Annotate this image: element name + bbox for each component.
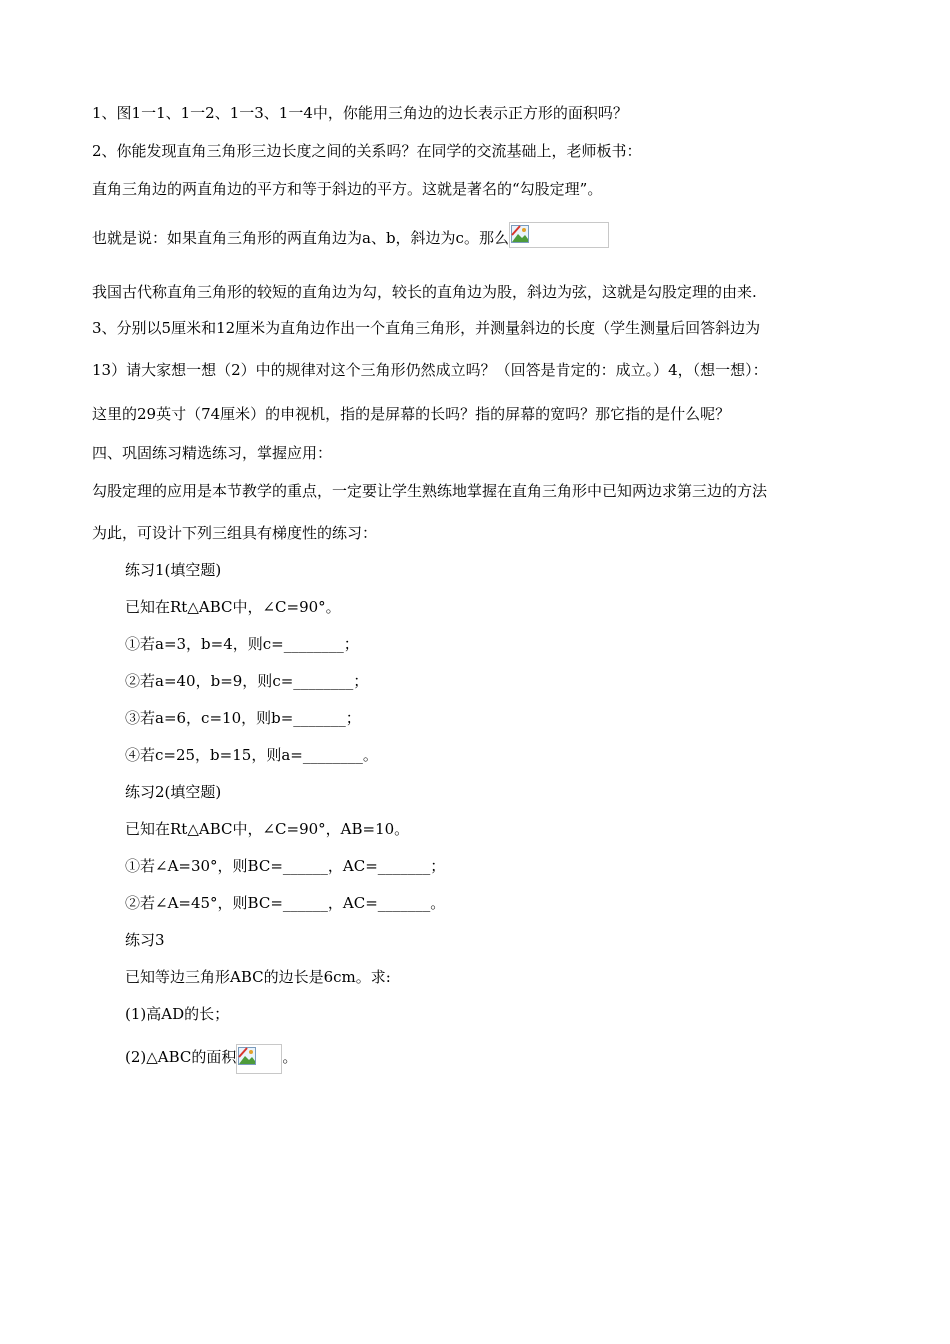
practice-1-item-2: ②若a=40，b=9，则c=________； — [125, 672, 369, 690]
practice-3-item-1: (1)高AD的长； — [125, 1005, 230, 1023]
practice-1-given: 已知在Rt△ABC中，∠C=90°。 — [125, 598, 341, 616]
question-1: 1、图1一1、1一2、1一3、1一4中，你能用三角边的边长表示正方形的面积吗？ — [92, 104, 628, 122]
practice-3-item-2-text: (2)△ABC的面积 — [125, 1048, 237, 1066]
question-3: 3、分别以5厘米和12厘米为直角边作出一个直角三角形，并测量斜边的长度（学生测量后回答斜边为 — [92, 319, 761, 337]
practice-1-item-3: ③若a=6，c=10，则b=_______； — [125, 709, 361, 727]
practice-1-title: 练习1(填空题) — [125, 561, 222, 579]
practice-3-item-2 — [125, 1044, 297, 1074]
practice-3-given: 已知等边三角形ABC的边长是6cm。求: — [125, 968, 391, 986]
section-heading: 四、巩固练习精选练习，掌握应用： — [92, 444, 333, 462]
practice-3-title: 练习3 — [125, 931, 165, 949]
theorem-statement: 直角三角边的两直角边的平方和等于斜边的平方。这就是著名的“勾股定理”。 — [92, 180, 603, 198]
application-text: 勾股定理的应用是本节教学的重点，一定要让学生熟练地掌握在直角三角形中已知两边求第三边的方法 — [92, 482, 768, 500]
practice-2-title: 练习2(填空题) — [125, 783, 222, 801]
practice-2-item-2: ②若∠A=45°，则BC=______，AC=_______。 — [125, 894, 446, 912]
practice-1-item-1: ①若a=3，b=4，则c=________； — [125, 635, 359, 653]
question-2: 2、你能发现直角三角形三边长度之间的关系吗？在同学的交流基础上，老师板书： — [92, 142, 642, 160]
broken-image-icon — [236, 1044, 282, 1074]
gougu-origin: 我国古代称直角三角形的较短的直角边为勾，较长的直角边为股，斜边为弦，这就是勾股定理的由来. — [92, 283, 757, 301]
broken-image-icon — [509, 222, 609, 248]
practice-2-given: 已知在Rt△ABC中，∠C=90°，AB=10。 — [125, 820, 410, 838]
practice-1-item-4: ④若c=25，b=15，则a=________。 — [125, 746, 378, 764]
practice-2-item-1: ①若∠A=30°，则BC=______，AC=_______； — [125, 857, 446, 875]
application-text-cont: 为此，可设计下列三组具有梯度性的练习： — [92, 524, 378, 542]
theorem-formula-line — [92, 222, 609, 248]
formula-intro: 也就是说：如果直角三角形的两直角边为a、b，斜边为c。那么 — [92, 229, 509, 247]
tv-question: 这里的29英寸（74厘米）的申视机，指的是屏幕的长吗？指的屏幕的宽吗？那它指的是什么呢？ — [92, 405, 731, 423]
question-3-cont: 13）请大家想一想（2）中的规律对这个三角形仍然成立吗？（回答是肯定的：成立。）4，（想一想）： — [92, 361, 768, 379]
practice-3-item-2-tail: 。 — [282, 1048, 298, 1066]
